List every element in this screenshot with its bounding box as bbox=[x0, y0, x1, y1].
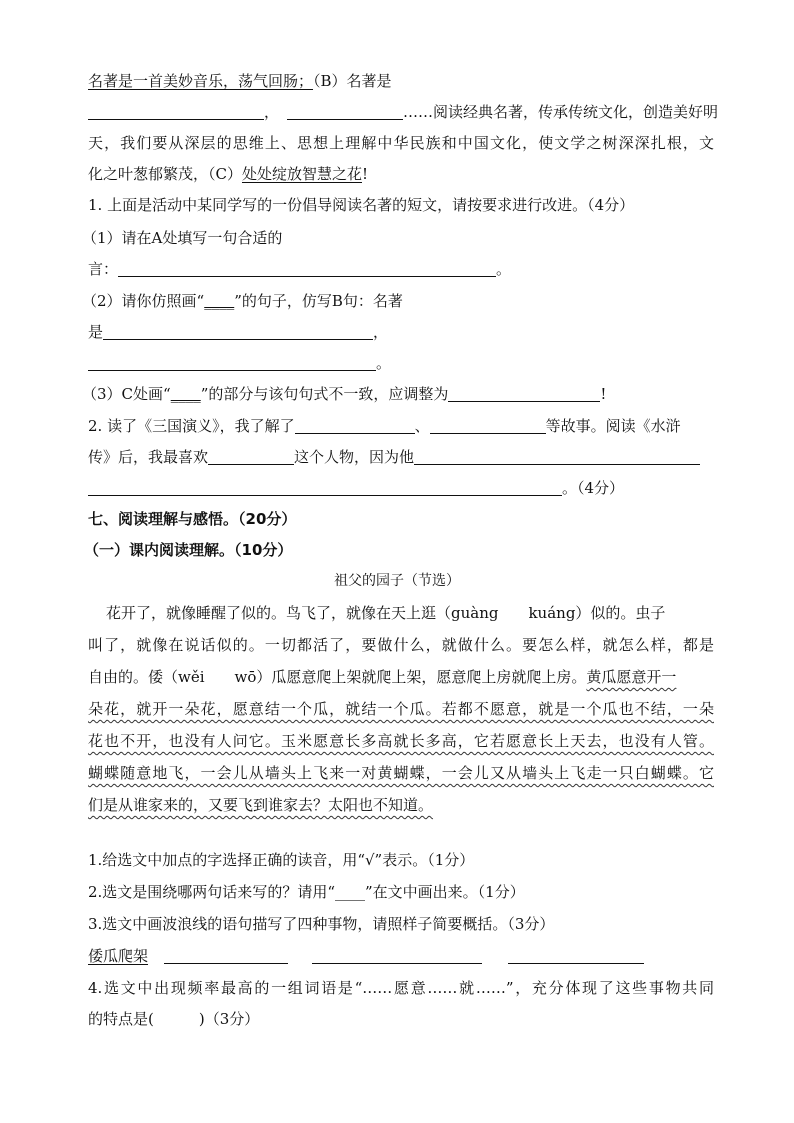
article-line-2: 叫了，就像在说话似的。一切都活了，要做什么，就做什么。要怎么样，就怎么样，都是 bbox=[88, 636, 714, 654]
article-line-5: 花也不开，也没有人问它。玉米愿意长多高就长多高，它若愿意长上天去，也没有人管。 bbox=[88, 732, 714, 750]
article-line-7: 们是从谁家来的，又要飞到谁家去？太阳也不知道。 bbox=[88, 796, 434, 814]
answer-blank-summary-2[interactable] bbox=[312, 947, 482, 964]
article-line-4: 朵花，就开一朵花，愿意结一个瓜，就结一个瓜。若都不愿意，就是一个瓜也不结，一朵 bbox=[88, 700, 714, 718]
passage-line-2: ， ……阅读经典名著，传承传统文化，创造美好明 bbox=[88, 101, 714, 123]
q1-sub1: （1）请在A处填写一句合适的 bbox=[82, 229, 283, 247]
answer-blank-summary-1[interactable] bbox=[164, 947, 288, 964]
answer-blank-imitation-2[interactable] bbox=[88, 354, 376, 371]
article-title: 祖父的园子（节选） bbox=[334, 573, 460, 589]
passage-c-sentence: 处处绽放智慧之花 bbox=[241, 165, 362, 183]
article-line-6: 蝴蝶随意地飞，一会儿从墙头上飞来一对黄蝴蝶，一会儿又从墙头上飞走一只白蝴蝶。它 bbox=[88, 764, 714, 782]
q1-sub2: （2）请你仿照画“____”的句子，仿写B句：名著 bbox=[82, 292, 403, 310]
reading-q3-answers bbox=[88, 945, 714, 967]
answer-blank-story-1[interactable] bbox=[295, 417, 415, 434]
q2-line-1: 2. 读了《三国演义》，我了解了 、 等故事。阅读《水浒 bbox=[88, 417, 681, 435]
reading-q2: 2.选文是围绕哪两句话来写的？请用“____”在文中画出来。（1分） bbox=[88, 883, 525, 901]
answer-blank-b1[interactable] bbox=[88, 103, 264, 120]
answer-blank-story-2[interactable] bbox=[430, 417, 546, 434]
answer-blank-a[interactable] bbox=[118, 260, 496, 277]
answer-blank-reason-1[interactable] bbox=[414, 448, 700, 465]
answer-blank-reason-2[interactable] bbox=[88, 479, 562, 496]
section-title: 七、阅读理解与感悟。（20分） bbox=[88, 510, 297, 528]
reading-q1: 1.给选文中加点的字选择正确的读音，用“√”表示。（1分） bbox=[88, 851, 475, 869]
q1-sub3: （3）C处画“____”的部分与该句句式不一致，应调整为 ! bbox=[82, 385, 607, 403]
reading-q4-line-1: 4.选文中出现频率最高的一组词语是“……愿意……就……”，充分体现了这些事物共同 bbox=[88, 979, 714, 997]
answer-blank-imitation-1[interactable] bbox=[103, 323, 373, 340]
passage-example-sentence: 名著是一首美妙音乐，荡气回肠； bbox=[88, 72, 314, 90]
article-line-1: 花开了，就像睡醒了似的。鸟飞了，就像在天上逛（guàng kuáng）似的。虫子 bbox=[106, 604, 666, 622]
q1-stem: 1. 上面是活动中某同学写的一份倡导阅读名著的短文，请按要求进行改进。（4分） bbox=[88, 196, 635, 214]
q3-example: 倭瓜爬架 bbox=[88, 947, 149, 965]
passage-line-1 bbox=[88, 70, 714, 92]
article-line-3: 自由的。倭（wěi wō）瓜愿意爬上架就爬上架，愿意爬上房就爬上房。黄瓜愿意开一 bbox=[88, 668, 677, 686]
q2-line-3: 。（4分） bbox=[88, 477, 714, 499]
q1-sub2-answer-line-2: 。 bbox=[88, 352, 714, 374]
answer-blank-b2[interactable] bbox=[287, 103, 403, 120]
passage-line-3: 天，我们要从深层的思维上、思想上理解中华民族和中国文化，使文学之树深深扎根，文 bbox=[88, 134, 714, 152]
answer-blank-c[interactable] bbox=[448, 385, 600, 402]
q1-sub1-answer-line: 言： 。 bbox=[88, 260, 512, 278]
passage-b-label: （B）名著是 bbox=[313, 72, 392, 90]
q2-line-2: 传》后，我最喜欢 这个人物，因为他 bbox=[88, 446, 714, 468]
passage-text: ……阅读经典名著，传承传统文化，创造美好明 bbox=[403, 103, 719, 121]
answer-blank-summary-3[interactable] bbox=[508, 947, 644, 964]
passage-line-4: 化之叶葱郁繁茂，（C）处处绽放智慧之花! bbox=[88, 165, 369, 183]
subsection-title: （一）课内阅读理解。（10分） bbox=[84, 541, 293, 559]
answer-blank-character[interactable] bbox=[208, 448, 294, 465]
q1-sub2-answer-line-1: 是 ， bbox=[88, 323, 389, 341]
reading-q4-line-2: 的特点是( )（3分） bbox=[88, 1010, 260, 1028]
reading-q3: 3.选文中画波浪线的语句描写了四种事物，请照样子简要概括。（3分） bbox=[88, 915, 555, 933]
